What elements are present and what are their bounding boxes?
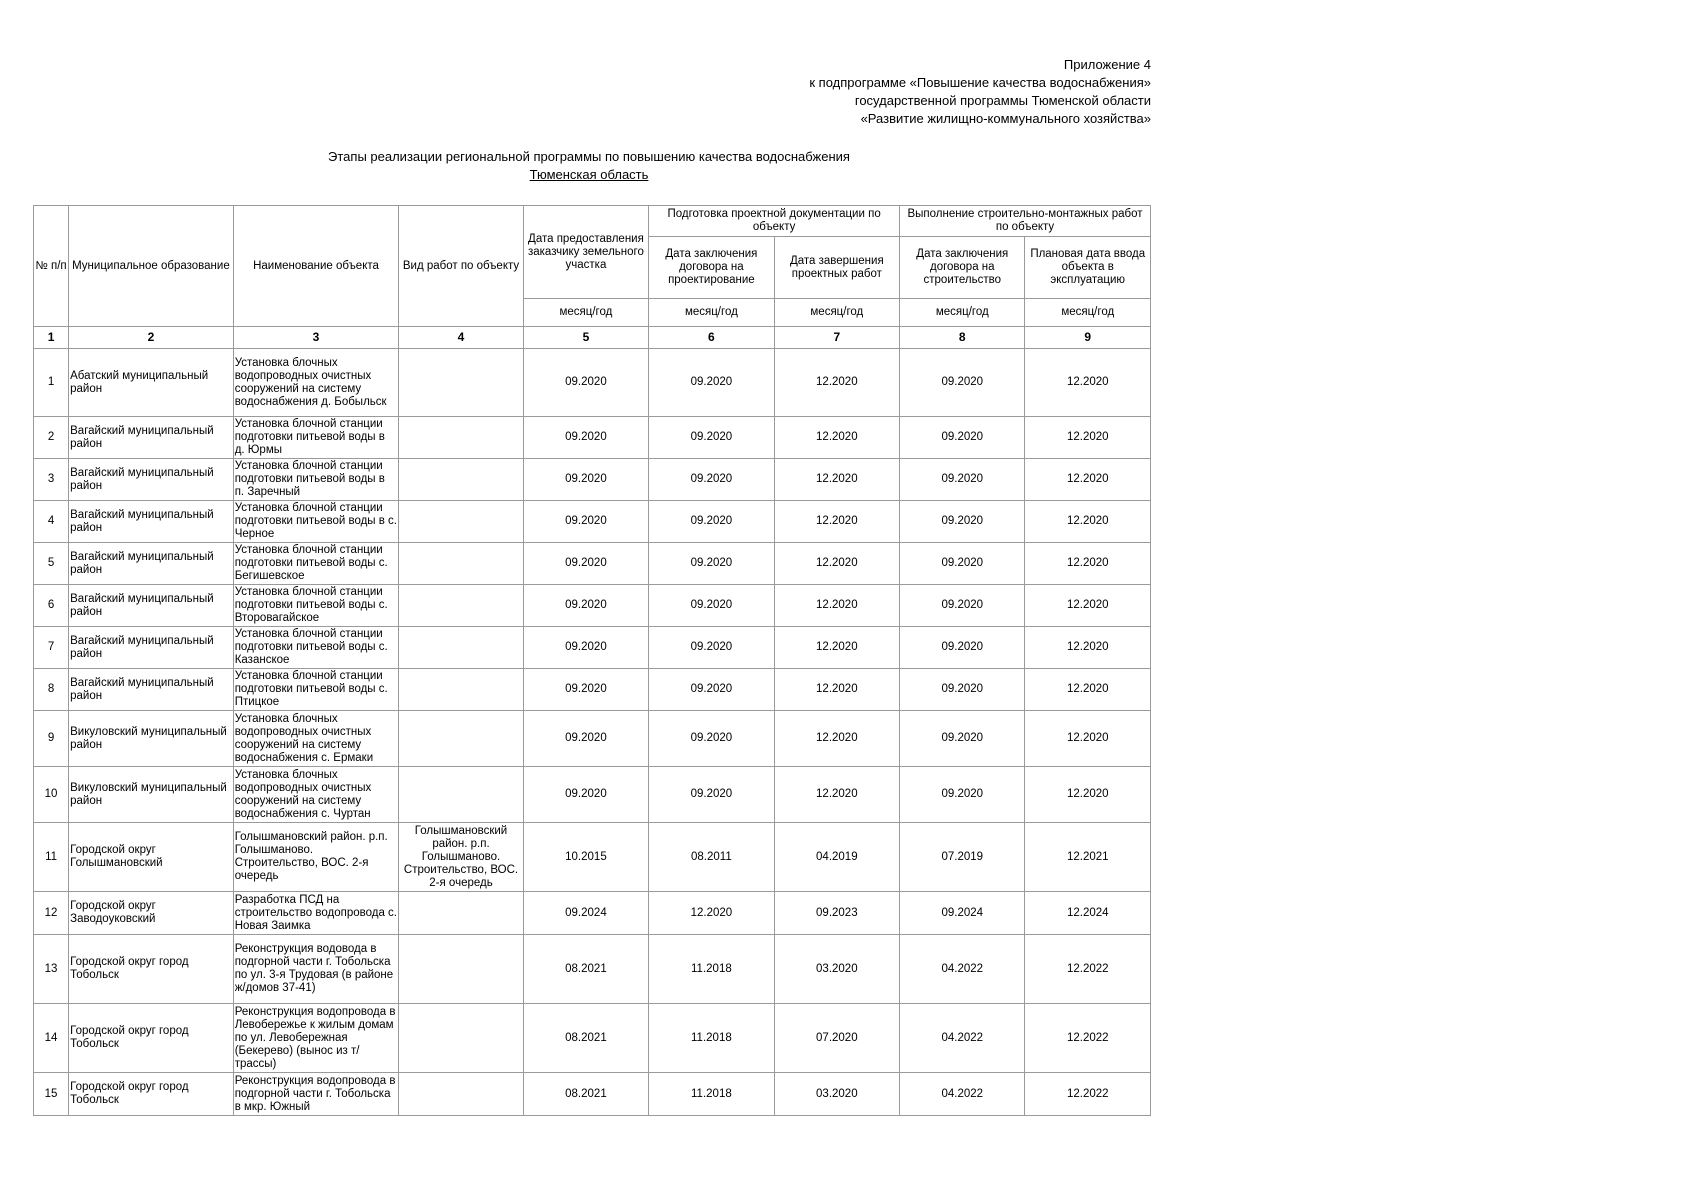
table-row — [34, 1073, 1151, 1116]
appendix-header — [700, 56, 1151, 128]
cell-object: Установка блочной станции подготовки питьевой воды с. Бегишевское — [233, 543, 399, 585]
cell-work-type — [399, 669, 523, 711]
cell-land-date: 09.2020 — [523, 585, 648, 627]
header-object: Наименование объекта — [233, 206, 399, 327]
cell-num: 15 — [34, 1073, 69, 1116]
cell-land-date: 09.2020 — [523, 417, 648, 459]
cell-commissioning: 12.2020 — [1025, 417, 1151, 459]
cell-construction-contract: 09.2020 — [900, 349, 1025, 417]
cell-construction-contract: 09.2024 — [900, 892, 1025, 935]
column-number: 6 — [649, 327, 774, 349]
cell-commissioning: 12.2020 — [1025, 501, 1151, 543]
column-number: 5 — [523, 327, 648, 349]
cell-num: 8 — [34, 669, 69, 711]
cell-design-contract: 09.2020 — [649, 669, 774, 711]
cell-work-type — [399, 711, 523, 767]
cell-construction-contract: 04.2022 — [900, 1073, 1025, 1116]
cell-design-finish: 12.2020 — [774, 767, 899, 823]
table-header — [34, 206, 1151, 349]
column-number: 9 — [1025, 327, 1151, 349]
column-number: 2 — [69, 327, 234, 349]
table-row — [34, 627, 1151, 669]
cell-construction-contract: 09.2020 — [900, 501, 1025, 543]
cell-design-contract: 11.2018 — [649, 935, 774, 1004]
cell-num: 7 — [34, 627, 69, 669]
cell-design-contract: 09.2020 — [649, 543, 774, 585]
cell-municipality: Городской округ город Тобольск — [69, 935, 234, 1004]
cell-design-finish: 09.2023 — [774, 892, 899, 935]
header-work-type: Вид работ по объекту — [399, 206, 523, 327]
cell-work-type — [399, 892, 523, 935]
cell-municipality: Викуловский муниципальный район — [69, 711, 234, 767]
header-unit: месяц/год — [1025, 299, 1151, 327]
cell-land-date: 08.2021 — [523, 1073, 648, 1116]
cell-object: Реконструкция водовода в подгорной части г. Тобольска по ул. 3-я Трудовая (в районе ж/домов 37-41) — [233, 935, 399, 1004]
document-title: Этапы реализации региональной программы по повышению качества водоснабжения — [328, 149, 850, 164]
cell-design-contract: 08.2011 — [649, 823, 774, 892]
cell-municipality: Вагайский муниципальный район — [69, 585, 234, 627]
cell-construction-contract: 09.2020 — [900, 543, 1025, 585]
cell-num: 14 — [34, 1004, 69, 1073]
header-unit: месяц/год — [649, 299, 774, 327]
header-design-group: Подготовка проектной документации по объекту — [649, 206, 900, 237]
header-construction-group: Выполнение строительно-монтажных работ по объекту — [900, 206, 1151, 237]
cell-design-contract: 11.2018 — [649, 1073, 774, 1116]
cell-object: Установка блочной станции подготовки питьевой воды с. Птицкое — [233, 669, 399, 711]
cell-work-type — [399, 767, 523, 823]
column-number: 7 — [774, 327, 899, 349]
cell-num: 1 — [34, 349, 69, 417]
cell-object: Установка блочных водопроводных очистных сооружений на систему водоснабжения с. Чуртан — [233, 767, 399, 823]
table-row — [34, 711, 1151, 767]
table-row — [34, 349, 1151, 417]
cell-land-date: 09.2020 — [523, 459, 648, 501]
cell-design-contract: 09.2020 — [649, 459, 774, 501]
cell-object: Голышмановский район. р.п. Голышманово. Строительство, ВОС. 2-я очередь — [233, 823, 399, 892]
column-number-row — [34, 327, 1151, 349]
cell-object: Установка блочных водопроводных очистных сооружений на систему водоснабжения с. Ермаки — [233, 711, 399, 767]
cell-design-contract: 09.2020 — [649, 711, 774, 767]
appendix-line: к подпрограмме «Повышение качества водоснабжения» — [809, 75, 1151, 90]
cell-work-type — [399, 543, 523, 585]
cell-object: Установка блочной станции подготовки питьевой воды в д. Юрмы — [233, 417, 399, 459]
cell-land-date: 09.2020 — [523, 543, 648, 585]
cell-design-contract: 09.2020 — [649, 349, 774, 417]
cell-land-date: 08.2021 — [523, 935, 648, 1004]
cell-design-finish: 12.2020 — [774, 459, 899, 501]
cell-work-type — [399, 349, 523, 417]
cell-commissioning: 12.2020 — [1025, 711, 1151, 767]
cell-work-type — [399, 935, 523, 1004]
cell-land-date: 09.2024 — [523, 892, 648, 935]
column-number: 8 — [900, 327, 1025, 349]
cell-construction-contract: 09.2020 — [900, 669, 1025, 711]
column-number: 1 — [34, 327, 69, 349]
cell-design-contract: 09.2020 — [649, 417, 774, 459]
cell-land-date: 09.2020 — [523, 627, 648, 669]
cell-object: Реконструкция водопровода в Левобережье к жилым домам по ул. Левобережная (Бекерево) (вынос из т/трассы) — [233, 1004, 399, 1073]
cell-num: 5 — [34, 543, 69, 585]
cell-commissioning: 12.2022 — [1025, 1004, 1151, 1073]
cell-design-finish: 03.2020 — [774, 935, 899, 1004]
table-row — [34, 459, 1151, 501]
cell-work-type — [399, 627, 523, 669]
cell-design-finish: 12.2020 — [774, 711, 899, 767]
cell-num: 13 — [34, 935, 69, 1004]
cell-object: Установка блочной станции подготовки питьевой воды с. Второвагайское — [233, 585, 399, 627]
header-unit: месяц/год — [774, 299, 899, 327]
cell-commissioning: 12.2022 — [1025, 935, 1151, 1004]
appendix-line: Приложение 4 — [1063, 57, 1151, 72]
cell-commissioning: 12.2020 — [1025, 627, 1151, 669]
cell-land-date: 10.2015 — [523, 823, 648, 892]
cell-commissioning: 12.2021 — [1025, 823, 1151, 892]
cell-municipality: Городской округ город Тобольск — [69, 1073, 234, 1116]
cell-work-type — [399, 585, 523, 627]
table-body — [34, 349, 1151, 1116]
region-name — [300, 166, 878, 184]
cell-construction-contract: 09.2020 — [900, 627, 1025, 669]
cell-design-finish: 12.2020 — [774, 501, 899, 543]
cell-land-date: 09.2020 — [523, 711, 648, 767]
stages-table — [33, 205, 1151, 1116]
cell-municipality: Городской округ Заводоуковский — [69, 892, 234, 935]
cell-design-contract: 12.2020 — [649, 892, 774, 935]
cell-design-contract: 09.2020 — [649, 501, 774, 543]
cell-design-contract: 09.2020 — [649, 767, 774, 823]
header-construction-contract: Дата заключения договора на строительство — [900, 237, 1025, 299]
cell-land-date: 09.2020 — [523, 669, 648, 711]
cell-object: Установка блочной станции подготовки питьевой воды с. Казанское — [233, 627, 399, 669]
cell-municipality: Вагайский муниципальный район — [69, 501, 234, 543]
cell-commissioning: 12.2020 — [1025, 767, 1151, 823]
cell-design-finish: 12.2020 — [774, 585, 899, 627]
cell-design-finish: 12.2020 — [774, 669, 899, 711]
cell-land-date: 09.2020 — [523, 349, 648, 417]
cell-municipality: Вагайский муниципальный район — [69, 627, 234, 669]
cell-municipality: Абатский муниципальный район — [69, 349, 234, 417]
table-row — [34, 767, 1151, 823]
cell-design-contract: 09.2020 — [649, 585, 774, 627]
table-row — [34, 1004, 1151, 1073]
cell-design-finish: 07.2020 — [774, 1004, 899, 1073]
header-commissioning: Плановая дата ввода объекта в эксплуатацию — [1025, 237, 1151, 299]
header-design-finish: Дата завершения проектных работ — [774, 237, 899, 299]
header-design-contract: Дата заключения договора на проектирование — [649, 237, 774, 299]
header-unit: месяц/год — [900, 299, 1025, 327]
cell-work-type — [399, 501, 523, 543]
cell-object: Установка блочных водопроводных очистных сооружений на систему водоснабжения д. Бобыльск — [233, 349, 399, 417]
cell-work-type — [399, 459, 523, 501]
cell-municipality: Вагайский муниципальный район — [69, 459, 234, 501]
cell-design-finish: 12.2020 — [774, 349, 899, 417]
header-num: № п/п — [34, 206, 69, 327]
cell-municipality: Вагайский муниципальный район — [69, 669, 234, 711]
cell-work-type — [399, 417, 523, 459]
cell-construction-contract: 09.2020 — [900, 711, 1025, 767]
table-row — [34, 501, 1151, 543]
cell-construction-contract: 09.2020 — [900, 767, 1025, 823]
cell-municipality: Вагайский муниципальный район — [69, 543, 234, 585]
table-row — [34, 585, 1151, 627]
cell-num: 12 — [34, 892, 69, 935]
cell-design-contract: 09.2020 — [649, 627, 774, 669]
cell-construction-contract: 09.2020 — [900, 417, 1025, 459]
header-unit: месяц/год — [523, 299, 648, 327]
cell-num: 9 — [34, 711, 69, 767]
cell-num: 11 — [34, 823, 69, 892]
table-row — [34, 935, 1151, 1004]
region-label: Тюменская область — [529, 167, 649, 182]
cell-design-finish: 12.2020 — [774, 543, 899, 585]
appendix-line: государственной программы Тюменской области — [854, 93, 1151, 108]
cell-object: Разработка ПСД на строительство водопровода с. Новая Заимка — [233, 892, 399, 935]
cell-construction-contract: 04.2022 — [900, 1004, 1025, 1073]
table-row — [34, 823, 1151, 892]
cell-construction-contract: 09.2020 — [900, 459, 1025, 501]
column-number: 3 — [233, 327, 399, 349]
cell-land-date: 08.2021 — [523, 1004, 648, 1073]
cell-work-type: Голышмановский район. р.п. Голышманово. Строительство, ВОС. 2-я очередь — [399, 823, 523, 892]
cell-design-contract: 11.2018 — [649, 1004, 774, 1073]
cell-design-finish: 04.2019 — [774, 823, 899, 892]
appendix-line: «Развитие жилищно-коммунального хозяйства» — [860, 111, 1151, 126]
header-land-date: Дата предоставления заказчику земельного участка — [523, 206, 648, 299]
cell-object: Установка блочной станции подготовки питьевой воды в п. Заречный — [233, 459, 399, 501]
cell-construction-contract: 07.2019 — [900, 823, 1025, 892]
table-row — [34, 417, 1151, 459]
cell-commissioning: 12.2020 — [1025, 459, 1151, 501]
cell-object: Реконструкция водопровода в подгорной части г. Тобольска в мкр. Южный — [233, 1073, 399, 1116]
cell-commissioning: 12.2020 — [1025, 543, 1151, 585]
cell-num: 4 — [34, 501, 69, 543]
cell-num: 3 — [34, 459, 69, 501]
header-municipality: Муниципальное образование — [69, 206, 234, 327]
cell-construction-contract: 04.2022 — [900, 935, 1025, 1004]
cell-land-date: 09.2020 — [523, 767, 648, 823]
cell-municipality: Городской округ Голышмановский — [69, 823, 234, 892]
cell-municipality: Викуловский муниципальный район — [69, 767, 234, 823]
cell-commissioning: 12.2020 — [1025, 669, 1151, 711]
cell-object: Установка блочной станции подготовки питьевой воды в с. Черное — [233, 501, 399, 543]
cell-design-finish: 03.2020 — [774, 1073, 899, 1116]
cell-num: 10 — [34, 767, 69, 823]
cell-num: 6 — [34, 585, 69, 627]
table-row — [34, 669, 1151, 711]
cell-municipality: Вагайский муниципальный район — [69, 417, 234, 459]
cell-commissioning: 12.2020 — [1025, 349, 1151, 417]
cell-work-type — [399, 1073, 523, 1116]
column-number: 4 — [399, 327, 523, 349]
cell-commissioning: 12.2024 — [1025, 892, 1151, 935]
cell-commissioning: 12.2022 — [1025, 1073, 1151, 1116]
cell-design-finish: 12.2020 — [774, 627, 899, 669]
cell-municipality: Городской округ город Тобольск — [69, 1004, 234, 1073]
table-row — [34, 892, 1151, 935]
cell-design-finish: 12.2020 — [774, 417, 899, 459]
cell-work-type — [399, 1004, 523, 1073]
cell-commissioning: 12.2020 — [1025, 585, 1151, 627]
cell-land-date: 09.2020 — [523, 501, 648, 543]
cell-num: 2 — [34, 417, 69, 459]
cell-construction-contract: 09.2020 — [900, 585, 1025, 627]
table-row — [34, 543, 1151, 585]
